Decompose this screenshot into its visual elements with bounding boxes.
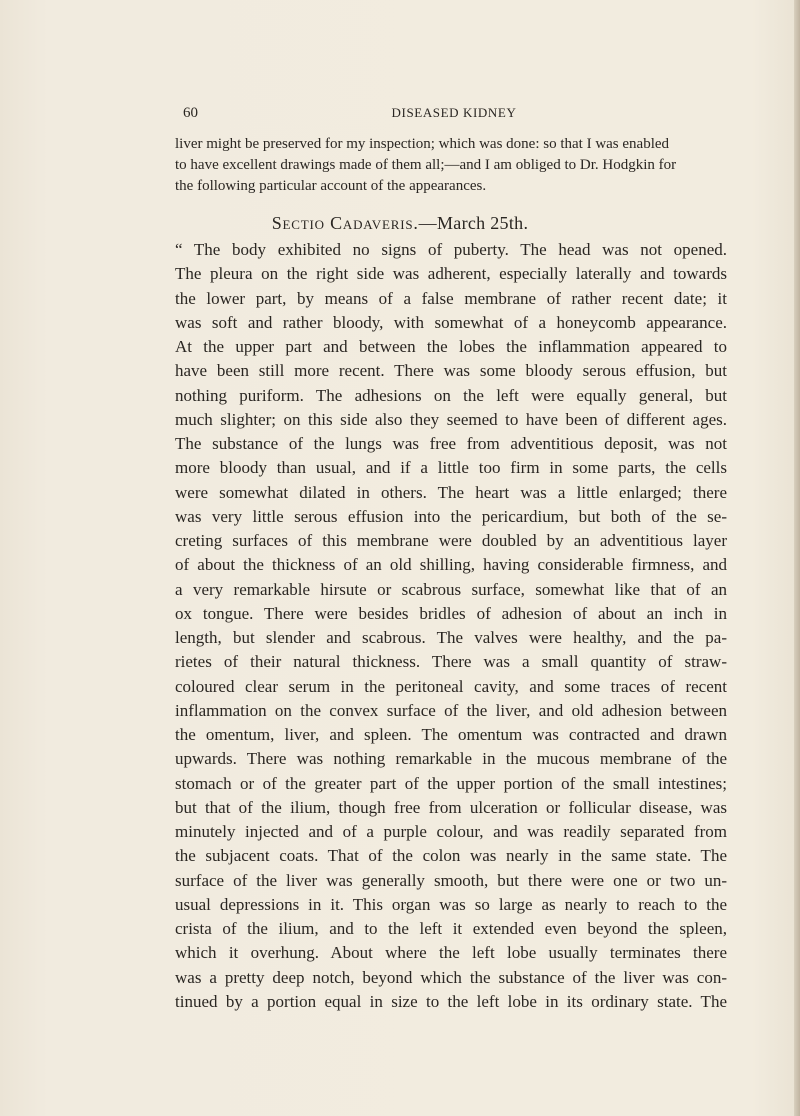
body-line: the lower part, by means of a false membrane of rather recent date; it xyxy=(175,288,727,308)
body-line: a very remarkable hirsute or scabrous surface, somewhat like that of an xyxy=(175,579,727,599)
body-line: “ The body exhibited no signs of puberty. The head was not opened. xyxy=(175,240,727,259)
body-line: which it overhung. About where the left lobe usually terminates there xyxy=(175,943,727,963)
body-line: the subjacent coats. That of the colon was nearly in the same state. The xyxy=(175,846,727,866)
body-line: coloured clear serum in the peritoneal cavity, and some traces of recent xyxy=(175,676,727,696)
body-line: but that of the ilium, though free from ulceration or follicular disease, was xyxy=(175,797,727,817)
body-line: have been still more recent. There was some bloody serous effusion, but xyxy=(175,361,727,381)
body-line: ox tongue. There were besides bridles of adhesion of about an inch in xyxy=(175,603,727,623)
page-edge-shadow xyxy=(794,0,800,1116)
body-line: was very little serous effusion into the pericardium, but both of the se- xyxy=(175,506,727,526)
page-header xyxy=(183,103,725,123)
body-line: tinued by a portion equal in size to the left lobe in its ordinary state. The xyxy=(175,991,727,1011)
body-line: The pleura on the right side was adherent, especially laterally and towards xyxy=(175,264,727,284)
autopsy-paragraph xyxy=(175,238,727,1014)
body-line: was soft and rather bloody, with somewhat of a honeycomb appearance. xyxy=(175,312,727,332)
body-line: minutely injected and of a purple colour, and was readily separated from xyxy=(175,822,727,841)
body-line: were somewhat dilated in others. The heart was a little enlarged; there xyxy=(175,482,727,502)
body-line: rietes of their natural thickness. There was a small quantity of straw- xyxy=(175,652,727,672)
body-line: upwards. There was nothing remarkable in the mucous membrane of the xyxy=(175,749,727,769)
running-head: DISEASED KIDNEY xyxy=(391,105,517,120)
section-date: —March 25th. xyxy=(418,213,529,233)
body-line: The substance of the lungs was free from adventitious deposit, was not xyxy=(175,434,727,453)
body-line: of about the thickness of an old shilling, having considerable firmness, and xyxy=(175,555,727,575)
intro-line: liver might be preserved for my inspection; which was done: so that I was enabled xyxy=(175,136,670,152)
body-line: more bloody than usual, and if a little too firm in some parts, the cells xyxy=(175,458,727,478)
body-line: length, but slender and scabrous. The valves were healthy, and the pa- xyxy=(175,628,727,647)
body-line: At the upper part and between the lobes the inflammation appeared to xyxy=(175,337,727,356)
body-line: creting surfaces of this membrane were doubled by an adventitious layer xyxy=(175,531,727,550)
section-heading xyxy=(0,211,800,235)
body-line: inflammation on the convex surface of the liver, and old adhesion between xyxy=(175,700,727,720)
body-line: much slighter; on this side also they seemed to have been of different ages. xyxy=(175,409,727,429)
intro-paragraph xyxy=(175,134,727,197)
body-line: surface of the liver was generally smooth, but there were one or two un- xyxy=(175,870,727,890)
body-line: crista of the ilium, and to the left it extended even beyond the spleen, xyxy=(175,919,727,938)
body-line: stomach or of the greater part of the upper portion of the small intestines; xyxy=(175,773,727,793)
intro-line: to have excellent drawings made of them all;—and I am obliged to Dr. Hodgkin for xyxy=(175,157,677,173)
body-line: was a pretty deep notch, beyond which the substance of the liver was con- xyxy=(175,967,727,987)
section-title: Sectio Cadaveris. xyxy=(271,213,419,233)
body-line: the omentum, liver, and spleen. The omentum was contracted and drawn xyxy=(175,725,727,744)
body-line: nothing puriform. The adhesions on the left were equally general, but xyxy=(175,385,727,405)
body-line: usual depressions in it. This organ was so large as nearly to reach to the xyxy=(175,894,727,914)
intro-line: the following particular account of the appearances. xyxy=(175,178,487,194)
page-number: 60 xyxy=(183,105,198,121)
